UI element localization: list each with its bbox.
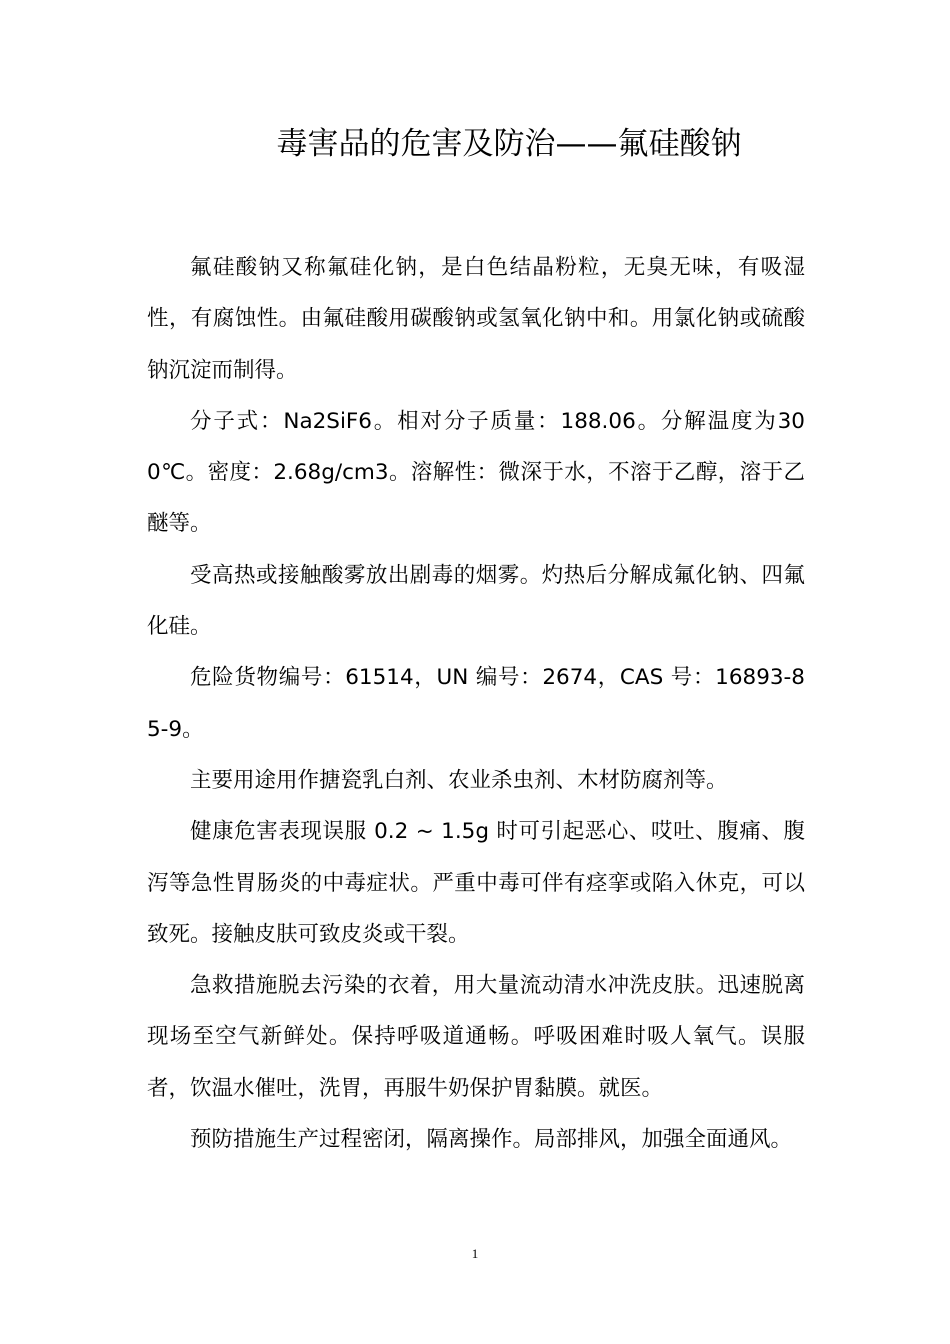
paragraph-first-aid: 急救措施脱去污染的衣着，用大量流动清水冲洗皮肤。迅速脱离现场至空气新鲜处。保持呼吸道通畅。呼吸困难时吸人氧气。误服者，饮温水催吐，洗胃，再服牛奶保护胃黏膜。就医。	[147, 973, 805, 1101]
paragraph-properties: 分子式：Na2SiF6。相对分子质量：188.06。分解温度为300℃。密度：2.68g/cm3。溶解性：微深于水，不溶于乙醇，溶于乙醚等。	[147, 408, 805, 537]
paragraph-decomposition: 受高热或接触酸雾放出剧毒的烟雾。灼热后分解成氟化钠、四氟化硅。	[147, 562, 805, 640]
paragraph-description: 氟硅酸钠又称氟硅化钠，是白色结晶粉粒，无臭无味，有吸湿性，有腐蚀性。由氟硅酸用碳酸钠或氢氧化钠中和。用氯化钠或硫酸钠沉淀而制得。	[147, 255, 805, 383]
paragraph-identifiers: 危险货物编号：61514，UN 编号：2674，CAS 号：16893-85-9。	[147, 665, 805, 742]
document-title: 毒害品的危害及防治——氟硅酸钠	[276, 126, 742, 162]
page-number: 1	[471, 1246, 479, 1261]
paragraph-uses: 主要用途用作搪瓷乳白剂、农业杀虫剂、木材防腐剂等。	[190, 767, 728, 793]
document-body	[147, 242, 805, 1165]
paragraph-health-hazards: 健康危害表现误服 0.2 ~ 1.5g 时可引起恶心、哎吐、腹痛、腹泻等急性胃肠炎的中毒症状。严重中毒可伴有痉挛或陷入休克，可以致死。接触皮肤可致皮炎或干裂。	[147, 819, 805, 947]
paragraph-prevention: 预防措施生产过程密闭，隔离操作。局部排风，加强全面通风。	[190, 1127, 793, 1153]
